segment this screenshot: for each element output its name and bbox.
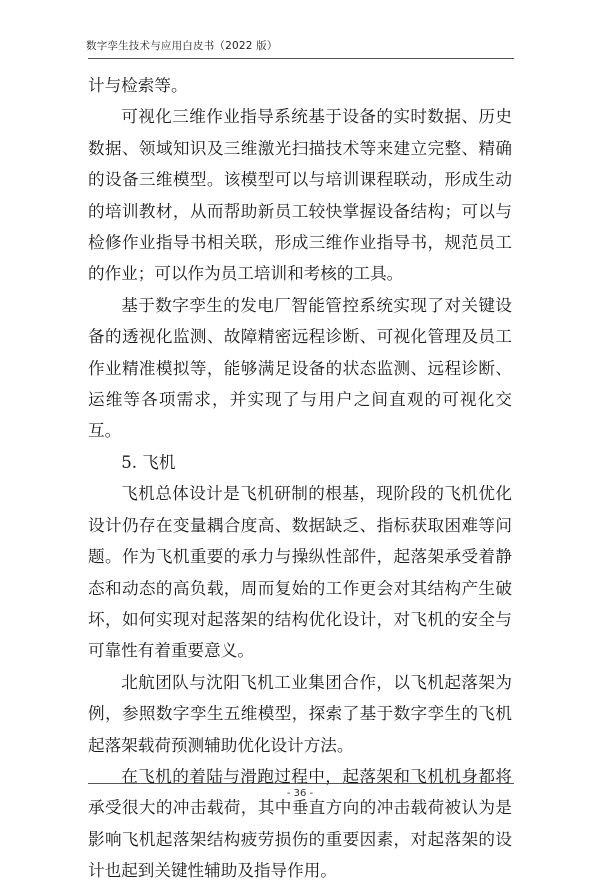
paragraph-beihang-collaboration: 北航团队与沈阳飞机工业集团合作，以飞机起落架为例，参照数字孪生五维模型，探索了基于数字孪生的飞机起落架载荷预测辅助优化设计方法。: [88, 672, 512, 755]
footer-rule: [88, 783, 514, 784]
page-number: - 36 -: [286, 788, 314, 799]
paragraph-continuation: 计与检索等。: [88, 76, 188, 95]
paragraph-power-plant-control: 基于数字孪生的发电厂智能管控系统实现了对关键设备的透视化监测、故障精密远程诊断、可视化管理及员工作业精准模拟等，能够满足设备的状态监测、远程诊断、运维等各项需求，并实现了与用户之间直观的可视化交互。: [88, 295, 512, 441]
section-heading-aircraft: 5. 飞机: [121, 452, 176, 472]
paragraph-aircraft-design: 飞机总体设计是飞机研制的根基，现阶段的飞机优化设计仍存在变量耦合度高、数据缺乏、指标获取困难等问题。作为飞机重要的承力与操纵性部件，起落架承受着静态和动态的高负载，周而复始的工作更会对其结构产生破坏，如何实现对起落架的结构优化设计，对飞机的安全与可靠性有着重要意义。: [88, 484, 512, 661]
paragraph-landing-loads: 在飞机的着陆与滑跑过程中，起落架和飞机机身都将承受很大的冲击载荷，其中垂直方向的冲击载荷被认为是影响飞机起落架结构疲劳损伤的重要因素，对起落架的设计也起到关键性辅助及指导作用。: [88, 766, 512, 881]
document-body: [88, 70, 512, 887]
paragraph-visual-3d-guidance: 可视化三维作业指导系统基于设备的实时数据、历史数据、领域知识及三维激光扫描技术等来建立完整、精确的设备三维模型。该模型可以与培训课程联动，形成生动的培训教材，从而帮助新员工较快掌握设备结构；可以与检修作业指导书相关联，形成三维作业指导书，规范员工的作业；可以作为员工培训和考核的工具。: [88, 107, 512, 284]
page-header-title: 数字孪生技术与应用白皮书（2022 版）: [86, 40, 278, 52]
header-rule: [88, 58, 514, 59]
